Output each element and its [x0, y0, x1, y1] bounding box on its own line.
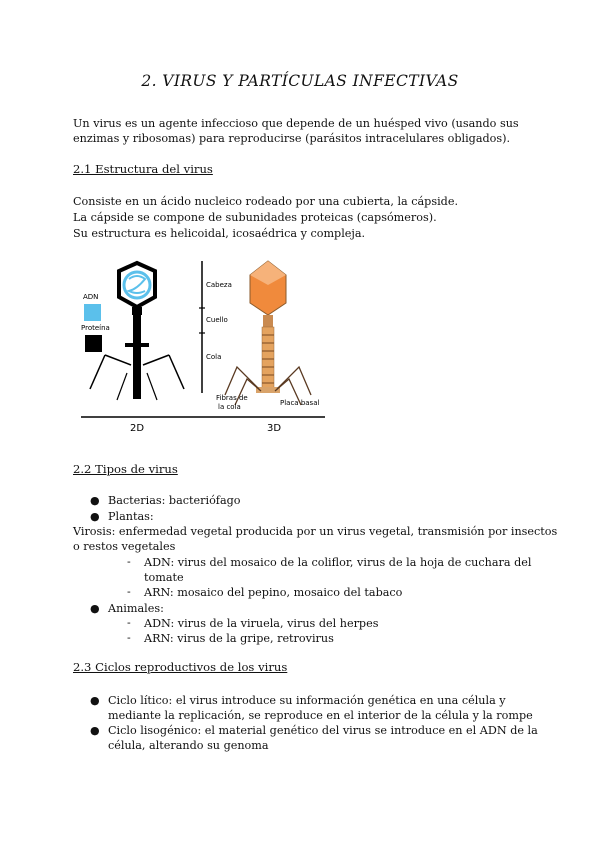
legend-proteina-label: Proteína	[81, 324, 110, 332]
tipos-bacterias: Bacterias: bacteriófago	[108, 494, 241, 507]
caption-2d: 2D	[130, 423, 145, 434]
virosis-line-2: o restos vegetales	[73, 540, 176, 553]
legend-proteina-swatch	[85, 335, 102, 352]
intro-line-2: enzimas y ribosomas) para reproducirse (parásitos intracelulares obligados).	[73, 132, 511, 145]
label-cuello: Cuello	[206, 316, 228, 324]
dash-marker: -	[127, 555, 131, 568]
plantas-adn-line-2: tomate	[144, 571, 184, 584]
estructura-line-3: Su estructura es helicoidal, icosaédrica y compleja.	[73, 227, 366, 240]
label-placa-basal: Placa basal	[280, 399, 320, 407]
dash-marker: -	[127, 631, 131, 644]
ciclo-litico-line-2: mediante la replicación, se reproduce en el interior de la célula y la rompe	[108, 709, 533, 722]
bullet-marker: ●	[90, 602, 100, 615]
ciclo-lisogenico-line-1: Ciclo lisogénico: el material genético del virus se introduce en el ADN de la	[108, 724, 538, 737]
section-heading-ciclos: 2.3 Ciclos reproductivos de los virus	[73, 660, 288, 674]
bacteriophage-figure	[75, 255, 335, 435]
virosis-line-1: Virosis: enfermedad vegetal producida por un virus vegetal, transmisión por insectos	[73, 525, 558, 538]
section-heading-tipos: 2.2 Tipos de virus	[73, 462, 178, 476]
ciclo-lisogenico-line-2: célula, alterando su genoma	[108, 739, 269, 752]
tipos-animales: Animales:	[108, 602, 164, 615]
phage-3d-drawing	[225, 261, 311, 405]
bullet-marker: ●	[90, 510, 100, 523]
caption-3d: 3D	[267, 423, 282, 434]
label-fibras-line-1: Fibras de	[216, 394, 248, 402]
estructura-line-2: La cápside se compone de subunidades proteicas (capsómeros).	[73, 211, 437, 224]
dash-marker: -	[127, 616, 131, 629]
dash-marker: -	[127, 585, 131, 598]
label-cola: Cola	[206, 353, 222, 361]
animales-arn: ARN: virus de la gripe, retrovirus	[144, 632, 334, 645]
bullet-marker: ●	[90, 724, 100, 737]
tipos-plantas: Plantas:	[108, 510, 154, 523]
intro-line-1: Un virus es un agente infeccioso que depende de un huésped vivo (usando sus	[73, 117, 519, 130]
ciclo-litico-line-1: Ciclo lítico: el virus introduce su información genética en una célula y	[108, 694, 506, 707]
bullet-marker: ●	[90, 694, 100, 707]
section-heading-estructura: 2.1 Estructura del virus	[73, 162, 213, 176]
label-fibras-line-2: la cola	[218, 403, 241, 411]
plantas-adn-line-1: ADN: virus del mosaico de la coliflor, virus de la hoja de cuchara del	[144, 556, 532, 569]
legend-adn-label: ADN	[83, 293, 99, 301]
bullet-marker: ●	[90, 494, 100, 507]
page-title: 2. VIRUS Y PARTÍCULAS INFECTIVAS	[141, 72, 459, 90]
label-cabeza: Cabeza	[206, 281, 232, 289]
legend-adn-swatch	[84, 304, 101, 321]
estructura-line-1: Consiste en un ácido nucleico rodeado por una cubierta, la cápside.	[73, 195, 459, 208]
animales-adn: ADN: virus de la viruela, virus del herpes	[144, 617, 379, 630]
plantas-arn: ARN: mosaico del pepino, mosaico del tabaco	[144, 586, 403, 599]
